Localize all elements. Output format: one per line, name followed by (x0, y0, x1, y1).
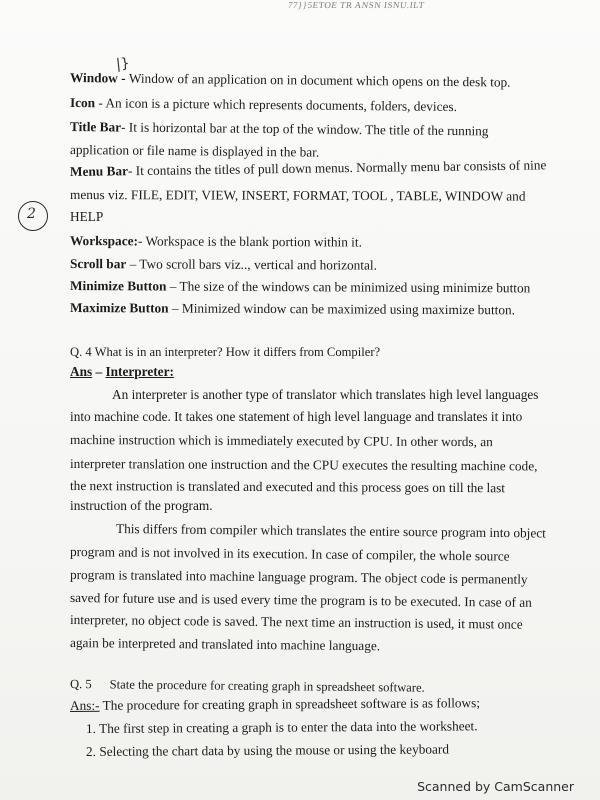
margin-circle-number: 2 (27, 206, 36, 222)
definition-text: - It is horizontal bar at the top of the window. The title of the running (121, 119, 489, 139)
definition-menu-bar (70, 157, 547, 180)
definition-workspace (70, 233, 362, 251)
q4-question: Q. 4 What is in an interpreter? How it differs from Compiler? (70, 345, 381, 359)
definition-text: - It contains the titles of pull down menus. Normally menu bar consists of nine (127, 157, 547, 179)
definition-term: Maximize Button (69, 300, 169, 316)
definition-text: – Two scroll bars viz.., vertical and horizontal. (126, 256, 377, 273)
definition-text: – The size of the windows can be minimized using minimize button (166, 278, 531, 296)
definition-term: Workspace: (69, 233, 139, 249)
q5-question (70, 676, 425, 696)
q5-ans-text: The procedure for creating graph in spreadsheet software is as follows; (99, 695, 481, 713)
q5-step: 1. The first step in creating a graph is to enter the data into the worksheet. (85, 718, 478, 736)
margin-tick-note: |} (115, 55, 131, 73)
definition-term: Menu Bar (69, 163, 129, 179)
definition-text: - Workspace is the blank portion within it. (137, 233, 362, 250)
q4-para2-line: again be interpreted and translated into machine language. (69, 635, 381, 654)
q4-para2-line: This differs from compiler which translates the entire source program into object (115, 521, 546, 541)
definition-icon (70, 95, 457, 115)
q5-question-text: State the procedure for creating graph in spreadsheet software. (109, 677, 425, 695)
definition-term: Title Bar (69, 119, 122, 135)
q4-ans-dash: – (92, 364, 106, 379)
q4-para2-line: program is translated into machine language program. The object code is permanently (69, 567, 528, 587)
q4-para1-line: An interpreter is another type of translator which translates high level languages (112, 387, 539, 402)
definition-maximize-button (70, 300, 515, 318)
definition-text: Window of an application on in document which opens on the desk top. (128, 70, 511, 90)
header-scrawl: 77}}5ETOE TR ANSN ISNU.ILT (287, 0, 426, 10)
definition-menu-bar-cont (70, 187, 526, 205)
definition-menu-bar-help (70, 209, 103, 225)
definition-title-bar-cont (70, 142, 319, 161)
q4-para1-line: into machine code. It takes one statement of high level language and translates it into (70, 409, 523, 424)
definition-minimize-button (70, 278, 530, 296)
definition-term: Window - (69, 70, 129, 86)
q4-para1-line: instruction of the program. (70, 498, 213, 513)
definition-text: application or file name is displayed in the bar. (69, 142, 320, 160)
definition-text: - An icon is a picture which represents documents, folders, devices. (95, 95, 458, 115)
q5-ans-label: Ans:- (69, 697, 100, 713)
definition-window (70, 70, 511, 91)
definition-term: Scroll bar (69, 256, 127, 272)
q4-para1-line: machine instruction which is immediately executed by CPU. In other words, an (69, 432, 493, 450)
q4-para2-line: interpreter, no object code is saved. The next time an instruction is used, it must once (69, 612, 523, 632)
q5-step: 2. Selecting the chart data by using the mouse or using the keyboard (85, 741, 450, 759)
q4-ans-title: Interpreter: (105, 364, 174, 379)
q4-ans-label: Ans (70, 364, 93, 379)
q4-answer-heading (70, 364, 174, 380)
scanner-watermark: Scanned by CamScanner (417, 779, 574, 794)
definition-term: Icon (69, 95, 96, 111)
q5-answer (70, 695, 480, 714)
definition-scroll-bar (70, 256, 377, 274)
definition-term: Minimize Button (69, 278, 167, 294)
definition-title-bar (70, 119, 489, 139)
definition-text: HELP (70, 209, 104, 224)
q4-para2-line: program and is not involved in its execution. In case of compiler, the whole source (69, 544, 510, 564)
q4-para1-line: interpreter translation one instruction and the CPU executes the resulting machine code, (69, 456, 538, 474)
definition-text: menus viz. FILE, EDIT, VIEW, INSERT, FORMAT, TOOL , TABLE, WINDOW and (69, 187, 526, 204)
q4-para2-line: saved for future use and is used every time the program is to be executed. In case of an (69, 590, 532, 610)
q4-para1-line: the next instruction is translated and executed and this process goes on till the last (69, 478, 506, 496)
q5-number: Q. 5 (69, 677, 92, 692)
definition-text: – Minimized window can be maximized using maximize button. (168, 300, 516, 318)
